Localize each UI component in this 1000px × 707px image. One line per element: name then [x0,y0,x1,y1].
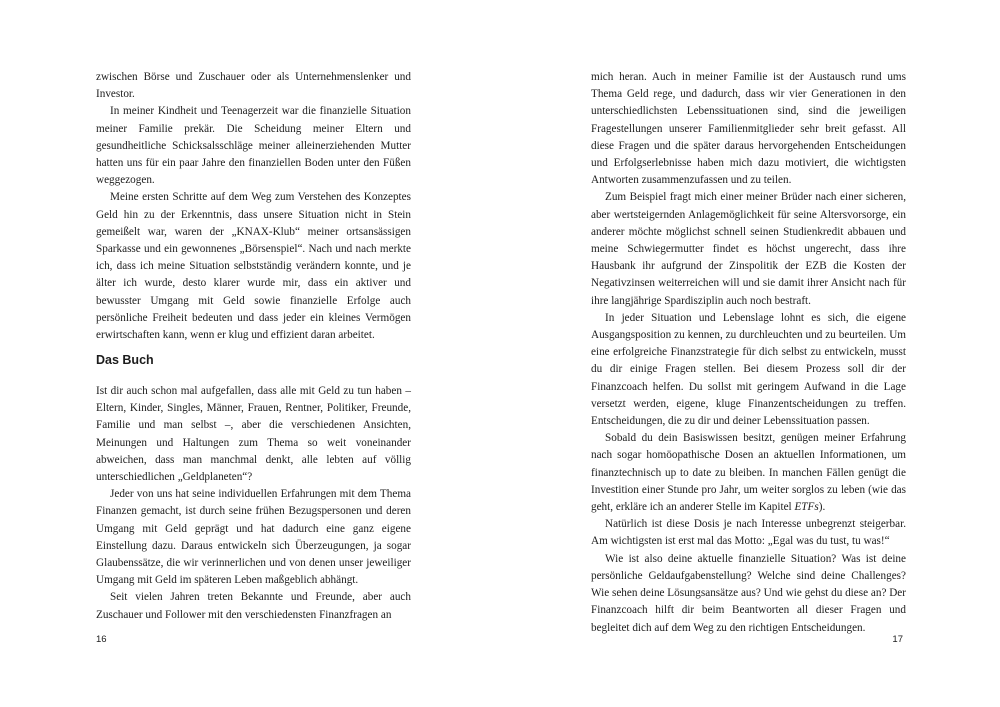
paragraph-text: ). [818,501,826,514]
paragraph: Jeder von uns hat seine individuellen Erfahrungen mit dem Thema Finanzen gemacht, ist durch seine frühen Bezugspersonen und deren Umgang mit Geld geprägt und hat dadurch eine ganz eigene Einstellung dazu. Daraus entwickeln sich Überzeugungen, ja sogar Glaubenssätze, die wir verinnerlichen und von denen unser jeweiliger Umgang mit Geld im späteren Leben maßgeblich abhängt. [96,488,411,587]
paragraph: In jeder Situation und Lebenslage lohnt es sich, die eigene Ausgangsposition zu kennen, zu durchleuchten und zu beurteilen. Um eine erfolgreiche Finanzstrategie für dich selbst zu entwickeln, musst du dir einige Fragen stellen. Bei diesem Prozess soll dir der Finanzcoach helfen. Du sollst mit geringem Aufwand in die Lage versetzt werden, eigene, kluge Finanzentscheidungen zu treffen. Entscheidungen, die zu dir und deiner Lebenssituation passen. [591,311,906,428]
section-heading: Das Buch [96,353,154,367]
paragraph: Natürlich ist diese Dosis je nach Interesse unbegrenzt steigerbar. Am wichtigsten ist erst mal das Motto: „Egal was du tust, tu was!“ [591,518,906,548]
paragraph: zwischen Börse und Zuschauer oder als Unternehmenslenker und Investor. [96,71,411,101]
paragraph: Wie ist also deine aktuelle finanzielle Situation? Was ist deine persönliche Geldaufgabenstellung? Welche sind deine Challenges? Wie sehen deine Lösungsansätze aus? Und wie gehst du diese an? Der Finanzcoach hilft dir beim Beantworten all dieser Fragen und begleitet dich auf dem Weg zu den richtigen Entscheidungen. [591,552,906,634]
page-number: 17 [892,634,903,645]
paragraph [591,430,906,516]
paragraph: Meine ersten Schritte auf dem Weg zum Verstehen des Konzeptes Geld hin zu der Erkenntnis, dass unsere Situation nicht in Stein gemeißelt war, waren der „KNAX-Klub“ meiner ortsansässigen Sparkasse und ein gewonnenes „Börsenspiel“. Nach und nach merkte ich, dass ich meine Situation selbstständig verändern konnte, und je älter ich wurde, desto klarer wurde mir, dass ein aktiver und bewusster Umgang mit Geld sowie finanzielle Erfolge auch persönliche Freiheit bedeuten und dass jeder ein kleines Vermögen erwirtschaften kann, wenn er klug und effizient daran arbeitet. [96,191,411,342]
chapter-reference: ETFs [794,501,819,514]
paragraph-text: Sobald du dein Basiswissen besitzt, genügen meiner Erfahrung nach sogar homöopathische Dosen an aktuellen Informationen, um finanztechnisch up to date zu bleiben. In manchen Fällen genügt die Investition einer Stunde pro Jahr, um weiter sorglos zu leben (wie das geht, erkläre ich an anderer Stelle im Kapitel [591,432,906,514]
right-page [500,0,1000,707]
paragraph: mich heran. Auch in meiner Familie ist der Austausch rund ums Thema Geld rege, und dadurch, dass wir vier Generationen in den unterschiedlichsten Lebenssituationen sind, sind die jeweiligen Fragestellungen unserer Familienmitglieder sehr breit gefasst. All diese Fragen und die später daraus hervorgehenden Entscheidungen und Erfolgserlebnisse haben mich dazu motiviert, die wichtigsten Antworten zusammenzufassen und zu teilen. [591,71,906,187]
paragraph: Zum Beispiel fragt mich einer meiner Brüder nach einer sicheren, aber wertsteigernden Anlagemöglichkeit für seine Altersvorsorge, ein anderer möchte möglichst schnell seinen Studienkredit abbauen und meine Schwiegermutter findet es höchst ungerecht, dass ihre Hausbank ihr aufgrund der Zinspolitik der EZB die Kosten der Negativzinsen weiterreichen will und sie damit ihrer Ansicht nach für ihre langjährige Spardisziplin auch noch bestraft. [591,191,906,307]
left-text-top [96,69,411,344]
left-text-bottom [96,383,411,624]
right-text [591,69,906,637]
page-number: 16 [96,634,107,645]
paragraph: Seit vielen Jahren treten Bekannte und Freunde, aber auch Zuschauer und Follower mit den verschiedensten Finanzfragen an [96,591,411,621]
paragraph: In meiner Kindheit und Teenagerzeit war die finanzielle Situation meiner Familie prekär. Die Scheidung meiner Eltern und gesundheitliche Schicksalsschläge meiner alleinerziehenden Mutter hatten uns für ein paar Jahre den finanziellen Boden unter den Füßen weggezogen. [96,105,411,187]
paragraph: Ist dir auch schon mal aufgefallen, dass alle mit Geld zu tun haben – Eltern, Kinder, Singles, Männer, Frauen, Rentner, Politiker, Freunde, Familie und man selbst –, aber die verschiedenen Ansichten, Meinungen und Haltungen zum Thema so weit voneinander abweichen, dass man manchmal denkt, alle lebten auf völlig unterschiedlichen „Geldplaneten“? [96,385,411,484]
